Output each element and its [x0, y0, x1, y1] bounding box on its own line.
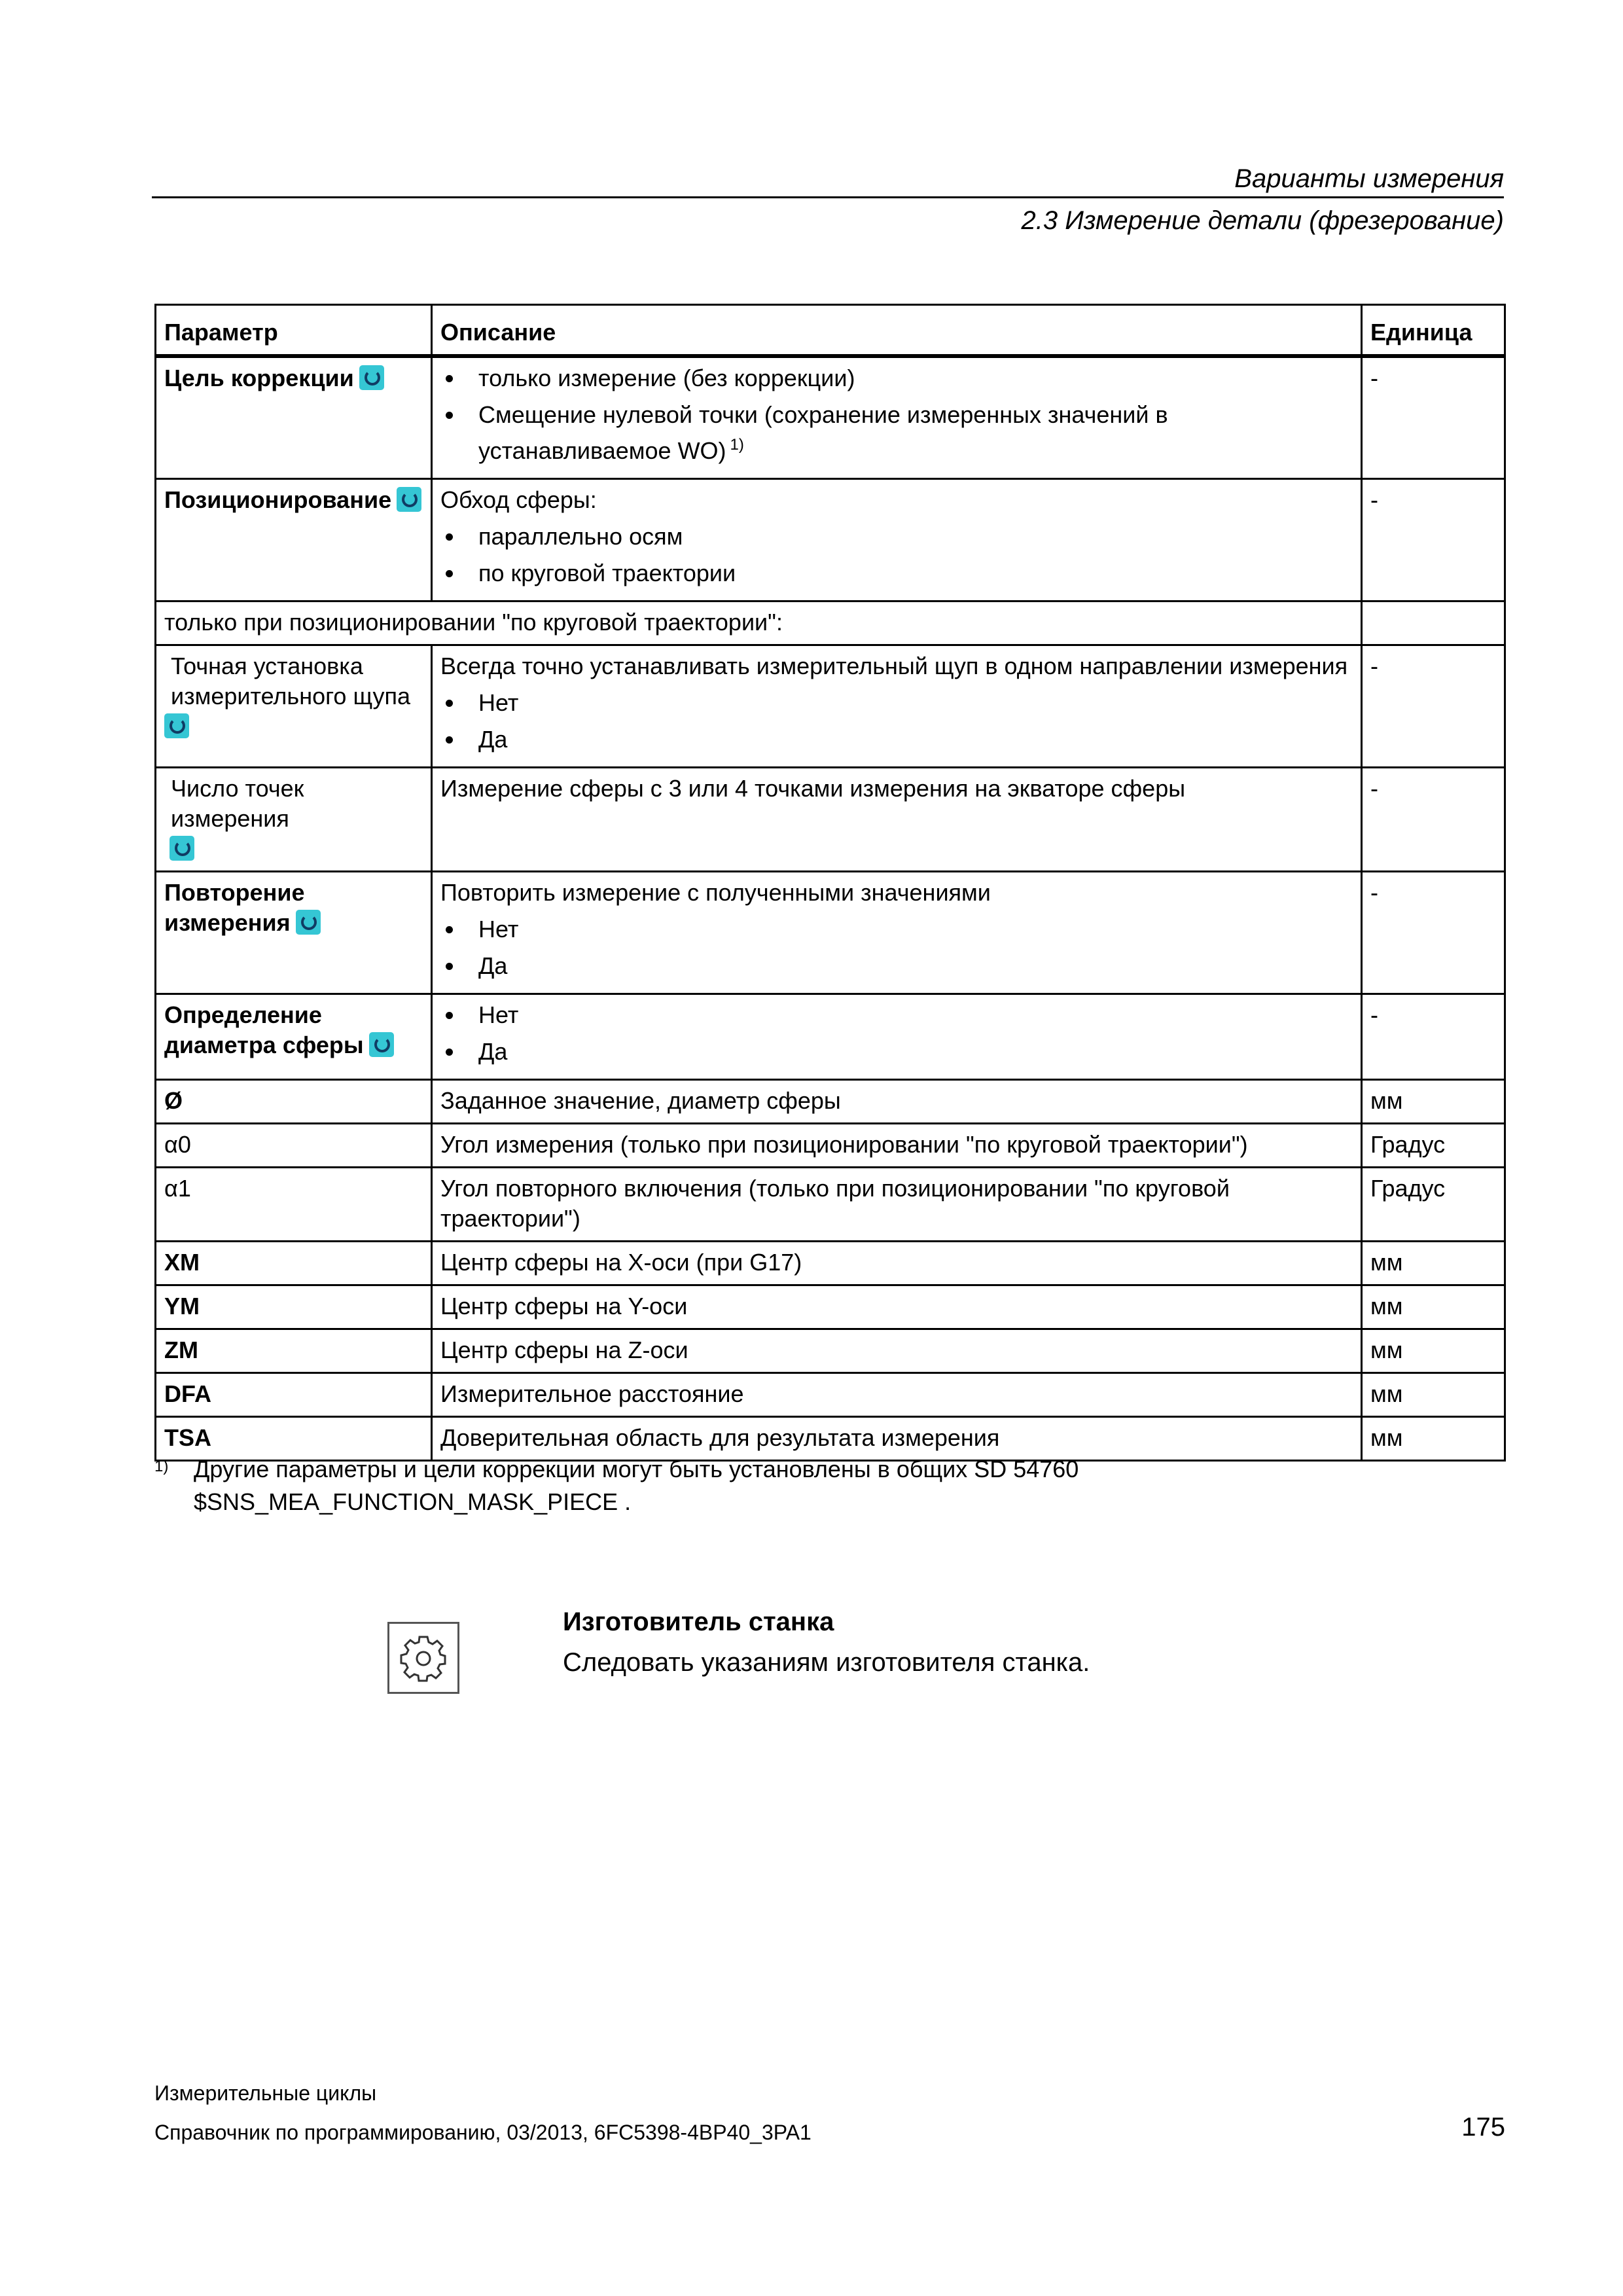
- unit-cell: мм: [1362, 1417, 1505, 1461]
- list-item-text: Смещение нулевой точки (сохранение измеренных значений в устанавливаемое WO): [478, 401, 1168, 464]
- param-label: Точная установка измерительного щупа: [171, 653, 410, 709]
- param-label: Цель коррекции: [164, 365, 354, 391]
- unit-cell: -: [1362, 479, 1505, 601]
- param-cell: [156, 479, 432, 601]
- unit-cell: Градус: [1362, 1124, 1505, 1168]
- header-chapter: Варианты измерения: [152, 162, 1504, 198]
- parameter-table: [154, 304, 1506, 1462]
- param-cell: [156, 356, 432, 479]
- table-row: [156, 768, 1505, 872]
- unit-cell: мм: [1362, 1373, 1505, 1417]
- unit-cell: мм: [1362, 1080, 1505, 1124]
- col-header-unit: Единица: [1362, 305, 1505, 357]
- footer-reference: Справочник по программированию, 03/2013, 6FC5398-4BP40_3PA1: [154, 2121, 812, 2144]
- unit-cell: мм: [1362, 1242, 1505, 1285]
- table-row: [156, 1124, 1505, 1168]
- span-cell: только при позиционировании "по круговой траектории":: [156, 601, 1362, 645]
- param-cell: XM: [156, 1242, 432, 1285]
- desc-text: Повторить измерение с полученными значениями: [440, 879, 991, 906]
- param-cell: [156, 645, 432, 768]
- list-item: только измерение (без коррекции): [440, 363, 1353, 393]
- header-section: 2.3 Измерение детали (фрезерование): [1021, 206, 1504, 235]
- desc-cell: Доверительная область для результата измерения: [432, 1417, 1362, 1461]
- param-cell: Ø: [156, 1080, 432, 1124]
- param-cell: [156, 994, 432, 1080]
- param-label: Повторение измерения: [164, 879, 305, 936]
- desc-cell: [432, 479, 1362, 601]
- table-row: [156, 872, 1505, 994]
- footnote-mark: 1): [154, 1458, 169, 1475]
- manufacturer-text: Следовать указаниям изготовителя станка.: [563, 1648, 1090, 1677]
- footnote: [154, 1453, 1463, 1518]
- list-item: [440, 400, 1353, 466]
- desc-cell: Центр сферы на Z-оси: [432, 1329, 1362, 1373]
- footnote-ref: 1): [730, 436, 744, 454]
- list-item: Нет: [440, 914, 1353, 944]
- list-item: Да: [440, 951, 1353, 981]
- param-cell: TSA: [156, 1417, 432, 1461]
- table-row: [156, 1285, 1505, 1329]
- list-item: Нет: [440, 688, 1353, 718]
- toggle-icon[interactable]: [169, 836, 194, 861]
- desc-cell: Угол повторного включения (только при позиционировании "по круговой траектории"): [432, 1168, 1362, 1242]
- table-row: [156, 1242, 1505, 1285]
- toggle-icon[interactable]: [397, 487, 421, 512]
- desc-cell: Заданное значение, диаметр сферы: [432, 1080, 1362, 1124]
- footer-title: Измерительные циклы: [154, 2081, 377, 2105]
- param-cell: DFA: [156, 1373, 432, 1417]
- desc-cell: Измерительное расстояние: [432, 1373, 1362, 1417]
- param-cell: [156, 872, 432, 994]
- list-item: Да: [440, 725, 1353, 755]
- footnote-line-2: $SNS_MEA_FUNCTION_MASK_PIECE .: [194, 1488, 632, 1515]
- table-row: [156, 1168, 1505, 1242]
- unit-cell: -: [1362, 645, 1505, 768]
- desc-text: Всегда точно устанавливать измерительный щуп в одном направлении измерения: [440, 653, 1348, 679]
- table-row: [156, 356, 1505, 479]
- list-item: Нет: [440, 1000, 1353, 1030]
- table-row: [156, 994, 1505, 1080]
- desc-cell: Центр сферы на X-оси (при G17): [432, 1242, 1362, 1285]
- unit-cell: [1362, 601, 1505, 645]
- page-number: 175: [1461, 2113, 1505, 2142]
- desc-cell: Центр сферы на Y-оси: [432, 1285, 1362, 1329]
- unit-cell: -: [1362, 768, 1505, 872]
- desc-cell: [432, 356, 1362, 479]
- unit-cell: -: [1362, 994, 1505, 1080]
- param-cell: α1: [156, 1168, 432, 1242]
- desc-cell: [432, 645, 1362, 768]
- toggle-icon[interactable]: [164, 713, 189, 738]
- toggle-icon[interactable]: [369, 1032, 394, 1057]
- desc-cell: [432, 872, 1362, 994]
- param-cell: ZM: [156, 1329, 432, 1373]
- table-row: [156, 645, 1505, 768]
- list-item: по круговой траектории: [440, 558, 1353, 588]
- unit-cell: -: [1362, 356, 1505, 479]
- param-label: Число точек измерения: [171, 775, 304, 832]
- desc-cell: Измерение сферы с 3 или 4 точками измерения на экваторе сферы: [432, 768, 1362, 872]
- list-item: параллельно осям: [440, 522, 1353, 552]
- toggle-icon[interactable]: [359, 365, 384, 390]
- col-header-param: Параметр: [156, 305, 432, 357]
- desc-cell: Угол измерения (только при позиционировании "по круговой траектории"): [432, 1124, 1362, 1168]
- footnote-line-1: Другие параметры и цели коррекции могут быть установлены в общих SD 54760: [194, 1456, 1079, 1482]
- unit-cell: мм: [1362, 1285, 1505, 1329]
- desc-cell: [432, 994, 1362, 1080]
- manufacturer-title: Изготовитель станка: [563, 1607, 834, 1636]
- table-row: [156, 479, 1505, 601]
- unit-cell: мм: [1362, 1329, 1505, 1373]
- table-header-row: [156, 305, 1505, 357]
- table-row: [156, 1080, 1505, 1124]
- param-cell: YM: [156, 1285, 432, 1329]
- table-row: [156, 1329, 1505, 1373]
- table-row: [156, 1373, 1505, 1417]
- gear-icon: [387, 1622, 459, 1694]
- param-label: Позиционирование: [164, 486, 392, 513]
- param-cell: α0: [156, 1124, 432, 1168]
- toggle-icon[interactable]: [296, 910, 321, 935]
- unit-cell: -: [1362, 872, 1505, 994]
- list-item: Да: [440, 1037, 1353, 1067]
- param-cell: [156, 768, 432, 872]
- unit-cell: Градус: [1362, 1168, 1505, 1242]
- desc-text: Обход сферы:: [440, 486, 597, 513]
- param-label: Определение диаметра сферы: [164, 1001, 364, 1058]
- table-row: [156, 601, 1505, 645]
- col-header-desc: Описание: [432, 305, 1362, 357]
